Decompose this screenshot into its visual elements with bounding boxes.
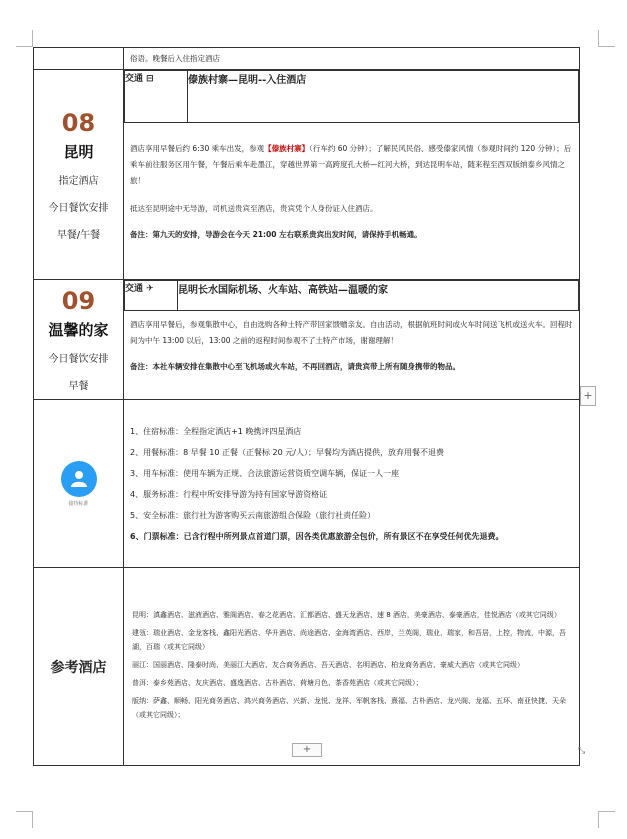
hotel-line: 版纳：萨鑫、顺畅、阳光商务酒店、鸿兴商务酒店、兴新、龙悦、龙祥、军帆客栈、熹福、古朴酒店、龙兴阁、龙福、五环、南亚快捷、天朵（或其它同级）； <box>132 696 566 719</box>
day-city: 温馨的家 <box>48 321 109 339</box>
table-resize-handle-icon[interactable]: ⤡ <box>578 746 586 756</box>
transport-label: 交通 ⊟ <box>125 71 188 123</box>
standards-row <box>34 400 580 568</box>
day-number: 08 <box>61 108 96 137</box>
standard-item: 4、服务标准：行程中所安排导游为持有国家导游资格证 <box>130 489 328 499</box>
day-08-row <box>34 70 580 280</box>
route-title: 昆明长水国际机场、火车站、高铁站—温暖的家 <box>178 281 579 311</box>
day-number: 09 <box>61 287 96 315</box>
day-09-left <box>34 280 124 400</box>
standard-item: 5、安全标准：旅行社为游客购买云南旅游组合保险（旅行社责任险） <box>130 510 376 520</box>
standard-item: 3、用车标准：使用车辆为正规、合法旅游运营资质空调车辆，保证一人一座 <box>130 468 400 478</box>
add-row-button[interactable]: + <box>292 743 322 757</box>
day-08-paragraph-1: 酒店享用早餐后约 6:30 乘车出发，参观【傣族村寨】（行车约 60 分钟）；了解民风民俗、感受傣家风情（参观时间约 120 分钟）；后乘车前往服务区用午餐，午餐后乘车赴墨江，穿越世界第一高跨度孔大桥—红河大桥，到达昆明车站，随来程至西双版纳泰乡风情之旅！ <box>130 144 572 185</box>
day-08-note: 备注：第九天的安排，导游会在今天 21:00 左右联系贵宾出发时间，请保持手机畅通。 <box>130 230 422 239</box>
top-note-row <box>34 48 580 70</box>
transport-row <box>124 70 579 123</box>
page-corner-marker <box>598 811 615 828</box>
add-column-button[interactable]: + <box>580 386 596 406</box>
day-09-row <box>34 280 580 400</box>
hotel-label: 指定酒店 <box>58 175 99 187</box>
standard-item: 1、住宿标准：全程指定酒店+1 晚携评四星酒店 <box>130 426 302 436</box>
day-city: 昆明 <box>63 142 94 161</box>
standards-left <box>34 400 124 568</box>
meals: 早餐 <box>68 381 89 392</box>
meals: 早餐/午餐 <box>56 229 101 241</box>
standard-item: 6、门票标准：已含行程中所列景点首道门票，因各类优惠旅游全包价，所有景区不在享受任何优先退费。 <box>130 531 504 541</box>
hotel-line: 丽江：国丽酒店、隆泰时尚、美丽江大酒店、友合商务酒店、吾天酒店、名明酒店、柏龙商务酒店、豪威大酒店（或其它同级） <box>132 660 524 669</box>
day-09-paragraph-1: 酒店享用早餐后，参观集散中心，自由选购各种土特产带回家馈赠亲友。自由活动，根据航班时间或火车时间送飞机或送火车。回程时间为中午 13:00 以后，13:00 之前的返程时间参观不了土特产市场，谢谢理解！ <box>130 320 573 345</box>
hotel-line: 普洱：泰乡苑酒店、友庆酒店、盛逸酒店、古朴酒店、荷塘月色、茶香苑酒店（或其它同级）； <box>132 678 423 687</box>
day-09-note: 备注：本社车辆安排在集散中心至飞机场或火车站，不再回酒店，请贵宾带上所有随身携带的物品。 <box>130 362 460 371</box>
highlight-attraction: 【傣族村寨】 <box>264 144 310 153</box>
empty-cell <box>34 48 124 70</box>
top-note: 俗语。晚餐后入住指定酒店 <box>130 54 220 63</box>
hotels-list <box>124 568 580 766</box>
transport-row <box>124 280 579 311</box>
route-title: 傣族村寨—昆明--入住酒店 <box>188 71 579 123</box>
hotel-line: 建瓴：瑞业酒店、金龙客栈、鑫阳光酒店、华升酒店、尚途酒店、金海湾酒店、西岸，兰英阁，瑞业，瑞家，和吾居，上控，物流，中源，吾湖，百瑞（或其它同级） <box>132 628 566 651</box>
hotels-left <box>34 568 124 766</box>
hotel-line: 昆明：滇鑫酒店、滋液酒店、雅阁酒店、春之花酒店、汇都酒店、盛天龙酒店、速 8 酒店，美豪酒店、泰豪酒店，佳悦酒店（或其它同级） <box>132 610 561 619</box>
day-09-content <box>124 280 580 400</box>
standards-list <box>124 400 580 568</box>
reception-logo-icon <box>61 461 97 497</box>
hotels-row <box>34 568 580 766</box>
hotels-label: 参考酒店 <box>50 659 107 676</box>
day-08-paragraph-2: 抵达至昆明途中无导游，司机送贵宾至酒店，贵宾凭个人身份证入住酒店。 <box>130 204 378 213</box>
page-corner-marker <box>16 30 33 47</box>
meal-title: 今日餐饮安排 <box>48 354 109 365</box>
page-corner-marker <box>16 811 33 828</box>
meal-title: 今日餐饮安排 <box>48 202 109 214</box>
itinerary-table <box>33 47 580 766</box>
transport-label: 交通 ✈ <box>125 281 178 311</box>
standard-item: 2、用餐标准：8 早餐 10 正餐（正餐标 20 元/人）；早餐均为酒店提供，放弃用餐不退费 <box>130 447 444 457</box>
day-08-content <box>124 70 580 280</box>
logo-caption: 接待标准 <box>68 500 89 507</box>
day-08-left <box>34 70 124 280</box>
page-corner-marker <box>598 30 615 47</box>
